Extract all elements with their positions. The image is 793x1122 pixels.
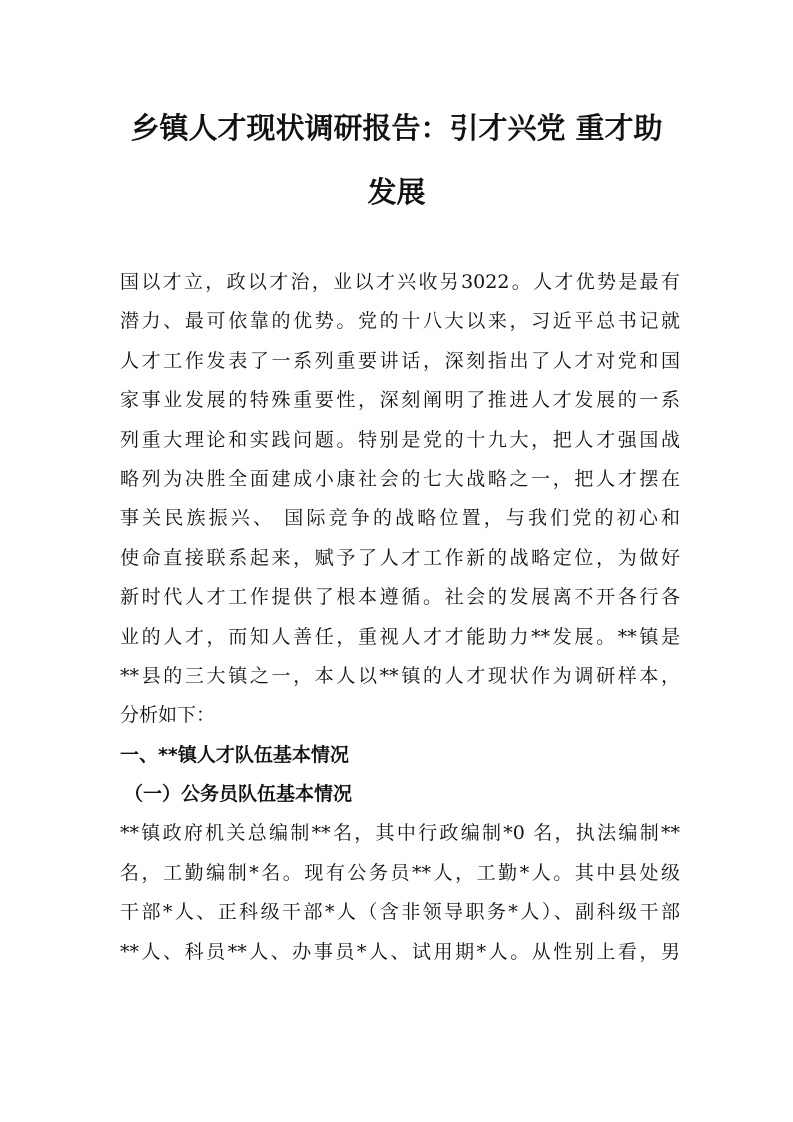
paragraph-line: 人才工作发表了一系列重要讲话，深刻指出了人才对党和国	[120, 349, 680, 372]
paragraph-line: 业的人才，而知人善任，重视人才才能助力**发展。**镇是	[120, 625, 680, 648]
paragraph-line: 略列为决胜全面建成小康社会的七大战略之一，把人才摆在	[120, 467, 680, 490]
section-heading: 一、**镇人才队伍基本情况	[120, 743, 349, 766]
paragraph-line: 家事业发展的特殊重要性，深刻阐明了推进人才发展的一系	[120, 389, 680, 412]
intro-paragraph	[120, 263, 680, 736]
paragraph-line: 干部*人、正科级干部*人（含非领导职务*人）、副科级干部	[120, 901, 680, 924]
paragraph-line: 国以才立，政以才治，业以才兴收另3022。人才优势是最有	[120, 271, 680, 293]
paragraph-line: 潜力、最可依靠的优势。党的十八大以来，习近平总书记就	[120, 310, 680, 333]
paragraph-line: 新时代人才工作提供了根本遵循。社会的发展离不开各行各	[120, 586, 680, 609]
paragraph-line: 名，工勤编制*名。现有公务员**人，工勤*人。其中县处级	[120, 861, 680, 884]
civil-servant-paragraph	[120, 814, 680, 972]
title-line: 乡镇人才现状调研报告：引才兴党 重才助	[130, 111, 663, 145]
paragraph-line: 分析如下：	[120, 704, 216, 727]
paragraph-line: 列重大理论和实践问题。特别是党的十九大，把人才强国战	[120, 428, 680, 451]
paragraph-line: **县的三大镇之一，本人以**镇的人才现状作为调研样本，	[120, 664, 680, 687]
paragraph-line: 使命直接联系起来，赋予了人才工作新的战略定位，为做好	[120, 546, 680, 569]
subsection-heading: （一）公务员队伍基本情况	[124, 783, 353, 806]
document-title	[110, 96, 683, 224]
paragraph-line: **镇政府机关总编制**名，其中行政编制*0 名，执法编制**	[120, 822, 680, 845]
title-line: 发展	[367, 175, 426, 209]
paragraph-line: **人、科员**人、办事员*人、试用期*人。从性别上看，男	[120, 940, 680, 963]
document-body	[120, 263, 680, 972]
paragraph-line: 事关民族振兴、 国际竞争的战略位置，与我们党的初心和	[120, 507, 680, 530]
